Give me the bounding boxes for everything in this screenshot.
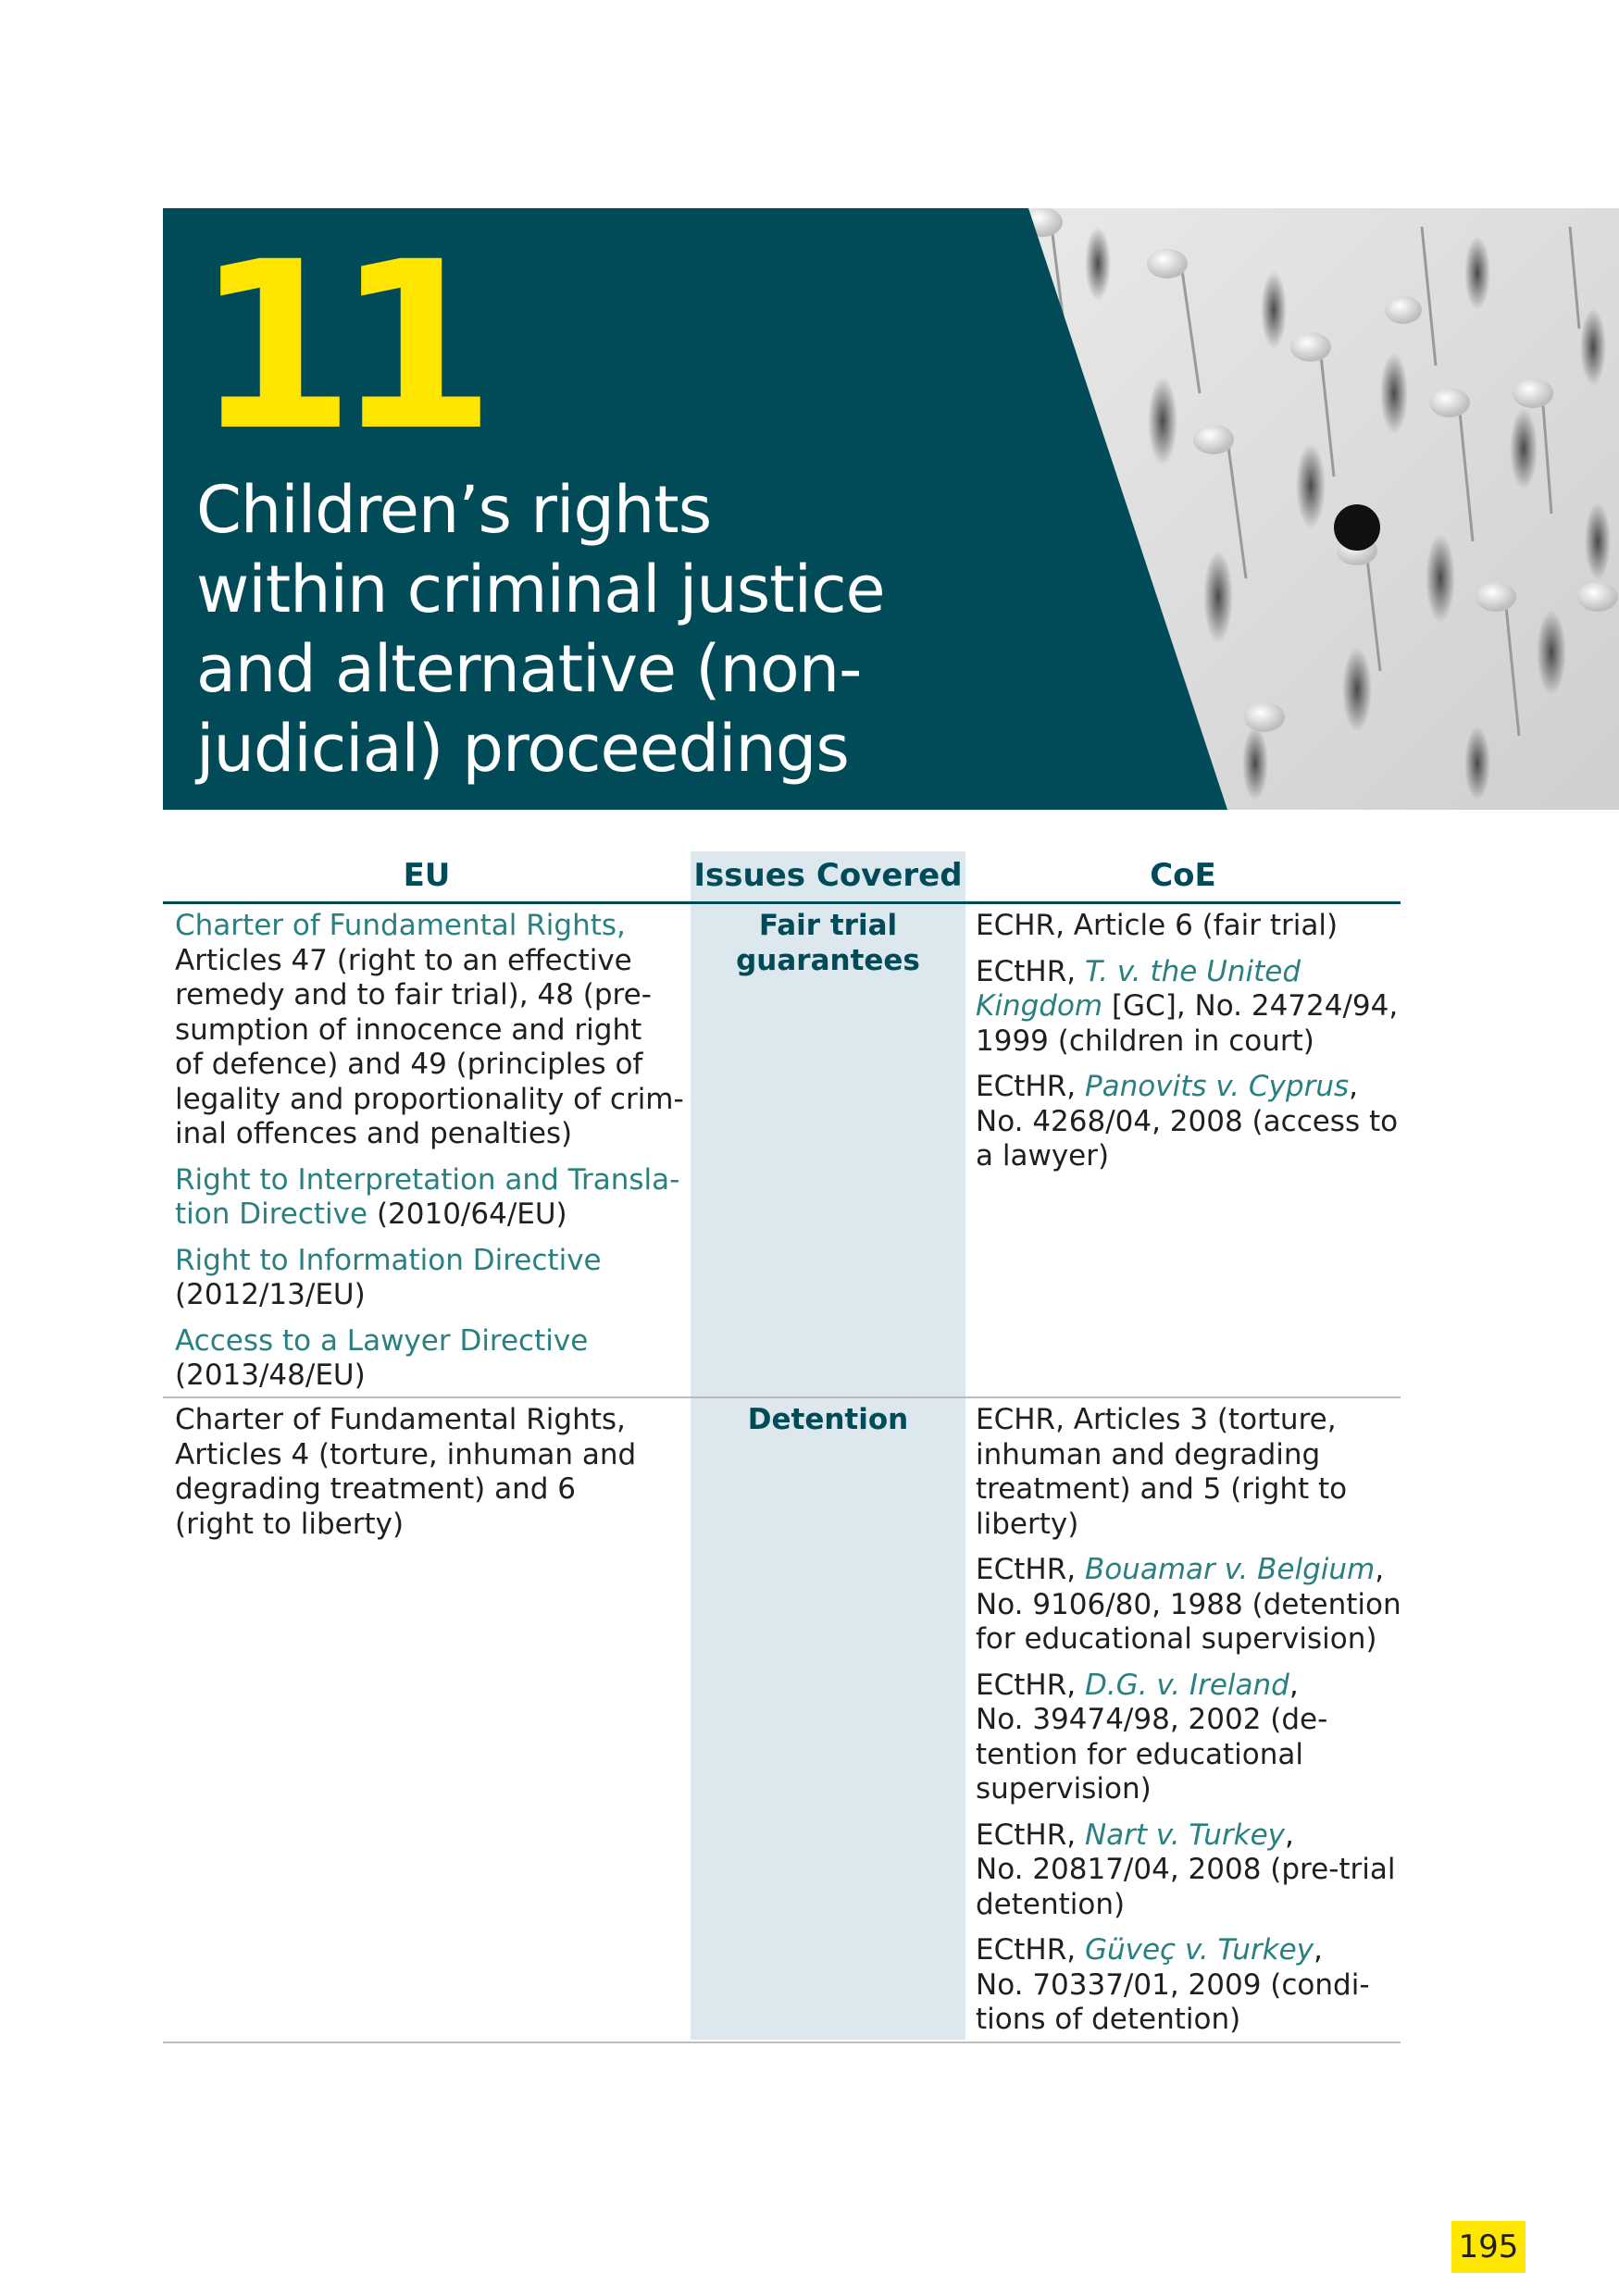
title-line: Children’s rights [196, 472, 712, 548]
charter-link[interactable]: Charter of Fundamental Rights, [175, 909, 626, 942]
information-directive-link[interactable]: Right to Information Directive [175, 1243, 602, 1277]
issue-label: Fair trial [758, 909, 898, 942]
text: , [1349, 1070, 1358, 1103]
text-line: a lawyer) [976, 1139, 1110, 1173]
row1-issue-cell [691, 909, 965, 978]
interpretation-directive-link[interactable]: Right to Interpretation and Transla- [175, 1162, 680, 1197]
text-line: tention for educational [976, 1737, 1304, 1771]
text-line: ECHR, Articles 3 (torture, [976, 1403, 1337, 1436]
eu-lawyer-entry [175, 1324, 689, 1394]
coe-entry [976, 1553, 1401, 1657]
text: , [1375, 1553, 1385, 1586]
coe-entry [976, 1818, 1397, 1923]
interpretation-directive-link[interactable]: tion Directive [175, 1198, 368, 1231]
row1-coe-cell [976, 909, 1397, 1185]
text-line: of defence) and 49 (principles of [175, 1048, 643, 1081]
row2-coe-cell [976, 1403, 1401, 2049]
text-line: supervision) [976, 1772, 1152, 1806]
text-line: No. 20817/04, 2008 (pre-trial [976, 1853, 1396, 1886]
case-link[interactable]: Bouamar v. Belgium [1084, 1553, 1376, 1586]
text-line: Articles 4 (torture, inhuman and [175, 1437, 637, 1471]
text-line: No. 4268/04, 2008 (access to [976, 1104, 1399, 1138]
issue-label: guarantees [736, 943, 920, 977]
case-link[interactable]: D.G. v. Ireland [1084, 1668, 1289, 1702]
case-link[interactable]: Kingdom [976, 989, 1103, 1023]
title-line: judicial) proceedings [196, 711, 849, 787]
text-line: 1999 (children in court) [976, 1024, 1314, 1058]
text-line: for educational supervision) [976, 1622, 1377, 1656]
row1-eu-cell [175, 909, 689, 1405]
text: ECtHR, [976, 1553, 1085, 1586]
text-line: (right to liberty) [175, 1507, 405, 1541]
text: ECtHR, [976, 1070, 1085, 1103]
text-line: tions of detention) [976, 2003, 1241, 2036]
text: , [1314, 1933, 1323, 1967]
eu-information-entry [175, 1244, 689, 1313]
case-link[interactable]: Panovits v. Cyprus [1084, 1070, 1350, 1103]
text-line: No. 39474/98, 2002 (de- [976, 1703, 1328, 1736]
coe-entry [976, 1669, 1397, 1807]
case-link[interactable]: Nart v. Turkey [1084, 1818, 1285, 1852]
coe-entry [976, 955, 1397, 1060]
text: ECtHR, [976, 1933, 1085, 1967]
text-line: degrading treatment) and 6 [175, 1472, 577, 1506]
chapter-title [196, 470, 1029, 788]
case-link[interactable]: Güveç v. Turkey [1084, 1933, 1314, 1967]
page-number: 195 [1451, 2221, 1526, 2273]
title-line: within criminal justice [196, 552, 885, 627]
text: [GC], No. 24724/94, [1102, 989, 1399, 1023]
text-line: Charter of Fundamental Rights, [175, 1403, 626, 1436]
text: (2010/64/EU) [367, 1198, 567, 1231]
chapter-number: 11 [194, 212, 476, 481]
text-line: legality and proportionality of crim- [175, 1082, 684, 1116]
case-link[interactable]: T. v. the United [1084, 954, 1301, 988]
overview-table [163, 851, 1401, 2045]
title-line: and alternative (non- [196, 631, 862, 707]
lawyer-directive-link[interactable]: Access to a Lawyer Directive [175, 1323, 589, 1358]
text-line: inal offences and penalties) [175, 1117, 573, 1150]
text-line: liberty) [976, 1507, 1079, 1541]
text-line: Articles 47 (right to an effective [175, 943, 632, 977]
text: ECtHR, [976, 954, 1085, 988]
issues-column-background [691, 851, 965, 2040]
text: , [1289, 1668, 1299, 1702]
coe-entry [976, 909, 1397, 944]
text: , [1285, 1818, 1294, 1852]
coe-entry [976, 1070, 1397, 1174]
row2-issue-cell [691, 1403, 965, 1438]
row2-eu-cell [175, 1403, 689, 1553]
header-eu: EU [403, 857, 451, 894]
eu-interpretation-entry [175, 1163, 689, 1233]
header-coe: CoE [1150, 857, 1216, 894]
issue-label: Detention [747, 1403, 909, 1436]
text-line: sumption of innocence and right [175, 1012, 642, 1047]
text-line: remedy and to fair trial), 48 (pre- [175, 978, 652, 1011]
text: ECtHR, [976, 1668, 1085, 1702]
text: ECtHR, [976, 1818, 1085, 1852]
text-line: No. 70337/01, 2009 (condi- [976, 1967, 1370, 2002]
eu-charter-entry [175, 1403, 689, 1542]
coe-entry [976, 1403, 1397, 1542]
text-line: (2012/13/EU) [175, 1278, 366, 1311]
text-line: detention) [976, 1887, 1126, 1921]
coe-entry [976, 1933, 1397, 2038]
text-line: inhuman and degrading [976, 1437, 1321, 1471]
header-issues: Issues Covered [693, 857, 963, 894]
text-line: No. 9106/80, 1988 (detention [976, 1587, 1401, 1621]
header-rule [163, 901, 1401, 904]
text-line: ECHR, Article 6 (fair trial) [976, 909, 1339, 942]
text-line: (2013/48/EU) [175, 1359, 366, 1392]
text-line: treatment) and 5 (right to [976, 1472, 1348, 1506]
eu-charter-entry [175, 909, 689, 1152]
